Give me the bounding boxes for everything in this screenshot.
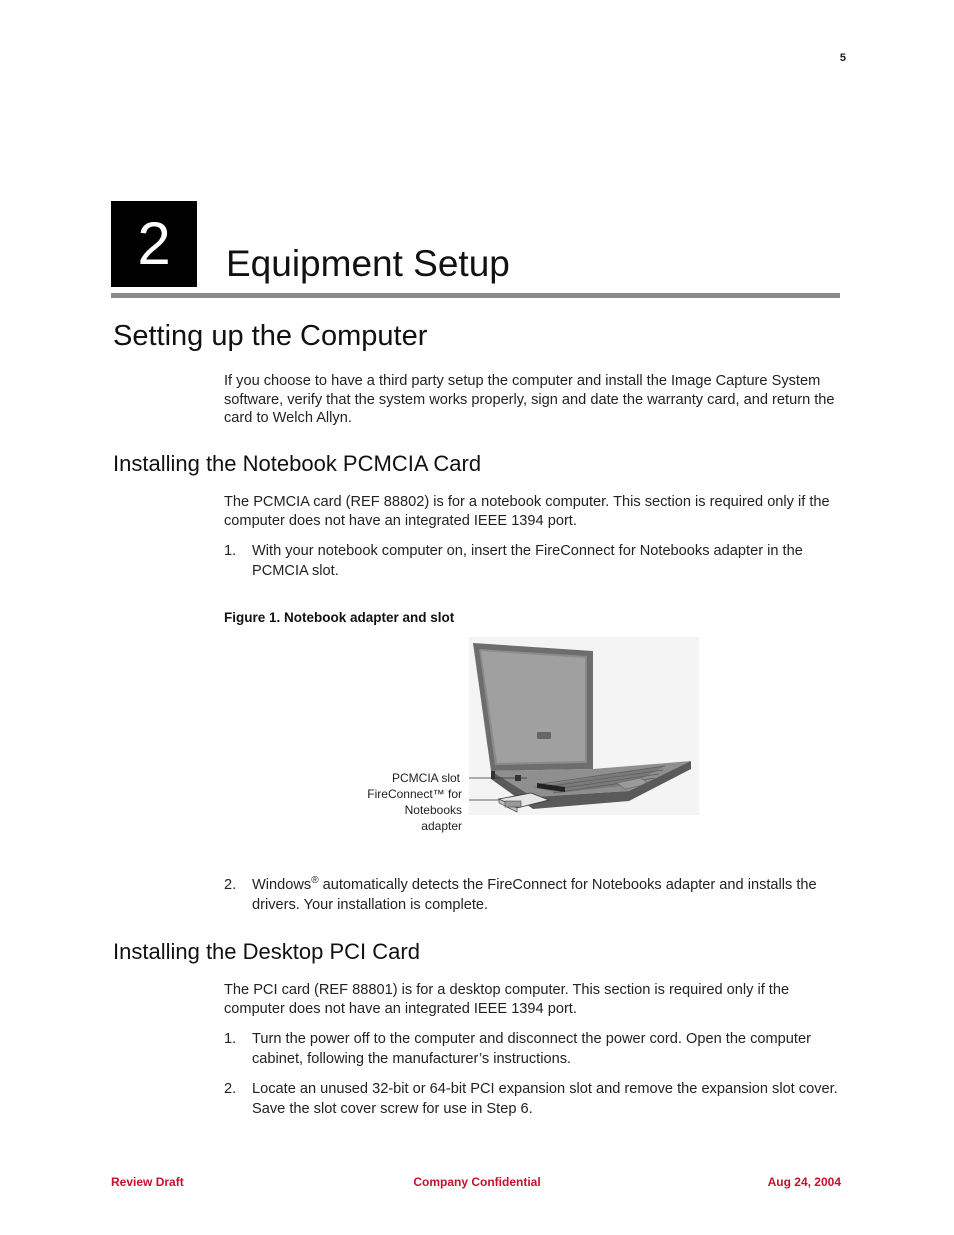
footer-right: Aug 24, 2004 bbox=[767, 1175, 841, 1189]
page-number: 5 bbox=[839, 52, 846, 64]
section-heading-computer: Setting up the Computer bbox=[113, 320, 428, 352]
notebook-illustration bbox=[469, 637, 699, 815]
section-heading-pci: Installing the Desktop PCI Card bbox=[113, 939, 420, 964]
step-pcmcia-2 bbox=[224, 876, 840, 916]
section-paragraph-pcmcia: The PCMCIA card (REF 88802) is for a notebook computer. This section is required only if the computer does not have an integrated IEEE 1394 port. bbox=[224, 494, 830, 529]
step-pci-1 bbox=[224, 1030, 840, 1070]
step-pcmcia-1 bbox=[224, 542, 840, 582]
step-number: 1. bbox=[224, 1031, 237, 1047]
callout-pcmcia-slot: PCMCIA slot bbox=[391, 771, 460, 785]
chapter-title: Equipment Setup bbox=[226, 243, 510, 284]
step-pci-2 bbox=[224, 1080, 840, 1120]
step-text bbox=[252, 876, 840, 915]
section-paragraph-computer: If you choose to have a third party setup the computer and install the Image Capture System software, verify that the system works properly, sign and date the warranty card, and return the card to Welch Allyn. bbox=[224, 373, 835, 426]
step-number: 2. bbox=[224, 1081, 237, 1097]
step-text-windows: Windows bbox=[252, 877, 312, 893]
step-text: With your notebook computer on, insert the FireConnect for Notebooks adapter in the PCMCIA slot. bbox=[252, 543, 803, 579]
footer-center: Company Confidential bbox=[413, 1175, 541, 1189]
chapter-rule bbox=[111, 293, 840, 298]
chapter-number-box: 2 bbox=[111, 201, 197, 287]
footer-left: Review Draft bbox=[111, 1175, 184, 1189]
step-number: 1. bbox=[224, 543, 237, 559]
section-paragraph-pci: The PCI card (REF 88801) is for a desktop computer. This section is required only if the computer does not have an integrated IEEE 1394 port. bbox=[224, 982, 790, 1017]
step-text: Locate an unused 32-bit or 64-bit PCI expansion slot and remove the expansion slot cover. Save the slot cover screw for use in Step 6. bbox=[252, 1081, 838, 1117]
registered-mark: ® bbox=[311, 875, 319, 887]
callout-adapter-line-1: FireConnect™ for bbox=[367, 787, 462, 801]
step-number: 2. bbox=[224, 877, 237, 893]
callout-adapter-line-2: Notebooks bbox=[404, 803, 462, 817]
section-heading-pcmcia: Installing the Notebook PCMCIA Card bbox=[113, 451, 482, 476]
callout-adapter-line-3: adapter bbox=[421, 819, 462, 833]
figure-caption: Figure 1. Notebook adapter and slot bbox=[224, 610, 455, 625]
step-text: Turn the power off to the computer and disconnect the power cord. Open the computer cabinet, following the manufacturer’s instructions. bbox=[252, 1031, 811, 1067]
step-text-rest: automatically detects the FireConnect for Notebooks adapter and installs the drivers. Your installation is complete. bbox=[252, 877, 817, 913]
